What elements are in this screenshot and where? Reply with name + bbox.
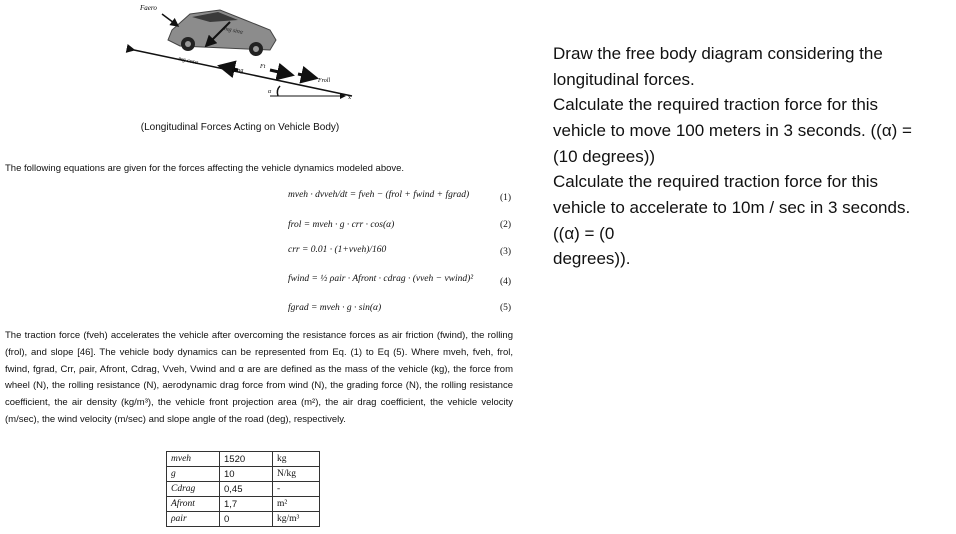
froll-arrow [298, 74, 316, 78]
question-line: ((α) = (0 [553, 224, 615, 243]
question-line: Calculate the required traction force for this [553, 95, 879, 114]
label-drag: drag [232, 68, 244, 74]
question-line: degrees)). [553, 249, 631, 268]
label-ft: Ft [260, 64, 266, 70]
param-symbol: Afront [167, 497, 220, 512]
equation-2-number: (2) [500, 220, 512, 230]
param-value: 1,7 [220, 497, 273, 512]
label-mgsin: mg sinα [223, 26, 244, 36]
table-row [167, 497, 320, 512]
label-faero: Faero [140, 4, 157, 12]
param-symbol: mveh [167, 452, 220, 467]
equation-1: mveh · dvveh/dt = fveh − (frol + fwind + fgrad) [288, 190, 470, 200]
label-alpha: α [268, 89, 272, 95]
car-silhouette [168, 10, 276, 56]
parameters-table [166, 451, 320, 527]
equation-2: frol = mveh · g · crr · cos(α) [288, 220, 395, 230]
question-line: longitudinal forces. [553, 70, 695, 89]
table-row [167, 482, 320, 497]
equations-intro: The following equations are given for the forces affecting the vehicle dynamics modeled above. [5, 163, 405, 174]
question-line: Calculate the required traction force for this [553, 172, 879, 191]
question-line: Draw the free body diagram considering the [553, 44, 883, 63]
aero-force-arrow [162, 14, 178, 26]
vehicle-force-diagram [120, 0, 370, 118]
question-line: vehicle to move 100 meters in 3 seconds. ((α) = [553, 121, 912, 140]
param-unit: m² [273, 497, 320, 512]
equation-4-number: (4) [500, 277, 512, 287]
equation-4: fwind = ½ ρair · Afront · cdrag · (vveh − vwind)² [288, 274, 474, 284]
table-row [167, 452, 320, 467]
angle-arc [277, 86, 280, 96]
param-unit: N/kg [273, 467, 320, 482]
param-value: 0,45 [220, 482, 273, 497]
label-x: x [348, 95, 351, 101]
param-value: 0 [220, 512, 273, 527]
figure-caption: (Longitudinal Forces Acting on Vehicle Body) [140, 122, 340, 133]
equation-1-number: (1) [500, 193, 512, 203]
param-unit: kg [273, 452, 320, 467]
param-unit: kg/m³ [273, 512, 320, 527]
equation-5: fgrad = mveh · g · sin(α) [288, 303, 382, 313]
param-symbol: g [167, 467, 220, 482]
param-symbol: ρair [167, 512, 220, 527]
traction-arrow [270, 70, 292, 75]
param-unit: - [273, 482, 320, 497]
param-symbol: Cdrag [167, 482, 220, 497]
equation-3-number: (3) [500, 247, 512, 257]
equation-3: crr = 0.01 · (1+vveh)/160 [288, 245, 387, 255]
table-row [167, 467, 320, 482]
question-line: (10 degrees)) [553, 147, 656, 166]
param-value: 1520 [220, 452, 273, 467]
description-paragraph: The traction force (fveh) accelerates the vehicle after overcoming the resistance forces as air friction (fwind), the rolling (frol), and slope [46]. The vehicle body dynamics can be represented from Eq. (1) to Eq (5). Where mveh, fveh, frol, fwind, fgrad, Crr, ρair, Afront, Cdrag, Vveh, Vwind and α are are defined as the mass of the vehicle (kg), the force from wheel (N), the rolling resistance (N), aerodynamic drag force from wind (N), the grading force (N), the rolling resistance coefficient, the air density (kg/m³), the vehicle front projection area (m²), the air drag coefficient, the vehicle velocity (m/sec), the wind velocity (m/sec) and slope angle of the road (deg), respectively. [5, 330, 513, 425]
question-line: vehicle to accelerate to 10m / sec in 3 seconds. [553, 198, 911, 217]
label-mgcos: mg cosα [177, 56, 199, 67]
label-froll: Froll [318, 78, 331, 84]
param-value: 10 [220, 467, 273, 482]
equation-5-number: (5) [500, 303, 512, 313]
table-row [167, 512, 320, 527]
